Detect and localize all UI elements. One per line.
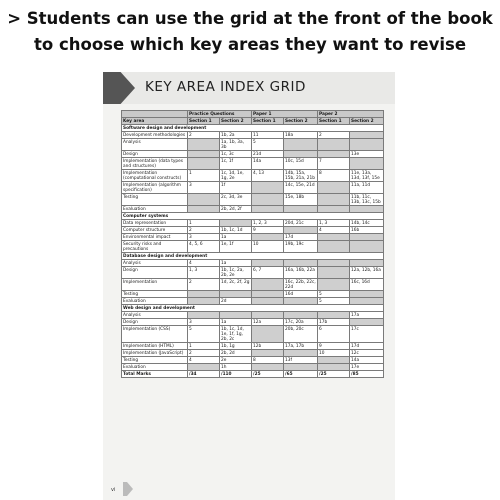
grid-cell: 1b, 1g	[220, 343, 252, 350]
grid-cell: 1	[188, 220, 220, 227]
grid-cell	[350, 158, 384, 170]
grid-cell: 1e, 1f	[220, 241, 252, 253]
caption-line-1: > Students can use the grid at the front of the book	[7, 9, 493, 28]
header-cell	[122, 111, 188, 118]
header-row	[122, 111, 384, 118]
grid-cell: 1c, 1f	[220, 158, 252, 170]
grid-cell	[252, 194, 284, 206]
grid-cell	[188, 139, 220, 151]
grid-cell: 2b, 2d	[220, 350, 252, 357]
grid-cell: 17d	[284, 234, 318, 241]
grid-cell: 3	[188, 319, 220, 326]
table-row	[122, 326, 384, 343]
key-area-label: Implementation (algorithm specification)	[122, 182, 188, 194]
grid-cell: 1d, 2c, 2f, 2g	[220, 279, 252, 291]
caption-line-2: to choose which key areas they want to revise	[33, 35, 467, 54]
grid-cell: 1f	[220, 182, 252, 194]
grid-cell: 12a	[252, 319, 284, 326]
grid-cell: 4	[188, 357, 220, 364]
page-number: vi	[111, 487, 116, 493]
grid-cell: 1a	[220, 260, 252, 267]
key-area-label: Analysis	[122, 139, 188, 151]
grid-cell: 12c	[350, 350, 384, 357]
key-area-label: Design	[122, 151, 188, 158]
grid-cell	[318, 206, 350, 213]
table-row	[122, 260, 384, 267]
grid-cell: 1h	[220, 364, 252, 371]
grid-cell: 14b, 14c	[350, 220, 384, 227]
grid-cell: 17b	[318, 319, 350, 326]
grid-cell	[284, 227, 318, 234]
table-row	[122, 350, 384, 357]
key-area-label: Evaluation	[122, 206, 188, 213]
table-row	[122, 158, 384, 170]
column-header: Section 1	[318, 118, 350, 125]
table-row	[122, 151, 384, 158]
grid-cell	[350, 319, 384, 326]
grid-cell: 5	[188, 326, 220, 343]
grid-cell: 16c, 22b, 22c, 22d	[285, 279, 316, 290]
key-area-label: Data representation	[122, 220, 188, 227]
grid-cell	[318, 139, 350, 151]
grid-cell: 1a	[220, 234, 252, 241]
column-header: Section 2	[350, 118, 384, 125]
column-header: Key area	[122, 118, 188, 125]
grid-cell: 2b, 2d, 2f	[220, 206, 252, 213]
grid-cell: 1, 3	[188, 267, 220, 279]
total-row	[122, 371, 384, 378]
grid-cell: 15e, 18b	[284, 194, 318, 206]
key-area-label: Implementation (HTML)	[122, 343, 188, 350]
grid-cell: 12b	[252, 343, 284, 350]
grid-cell: 1a, 1b, 3a, 3b	[220, 139, 252, 151]
key-area-label: Implementation (computational constructs)	[122, 170, 188, 182]
grid-cell: 2c, 3d, 3e	[220, 194, 252, 206]
grid-cell: 6, 7	[252, 267, 284, 279]
grid-cell: 17c	[350, 326, 384, 343]
grid-cell	[252, 260, 284, 267]
grid-cell: 3	[188, 234, 220, 241]
grid-cell	[252, 279, 284, 291]
grid-cell: 5	[252, 139, 284, 151]
grid-cell: 10	[318, 350, 350, 357]
grid-cell	[318, 364, 350, 371]
grid-cell: 13e	[350, 151, 384, 158]
table-row	[122, 220, 384, 227]
grid-cell: 11e, 13a, 13d, 13f, 15e	[350, 170, 384, 182]
table-row	[122, 227, 384, 234]
column-header: Section 1	[252, 118, 284, 125]
grid-cell: 1c, 3c	[220, 151, 252, 158]
grid-cell	[252, 364, 284, 371]
section-heading: Computer systems	[122, 213, 384, 220]
table-row	[122, 298, 384, 305]
grid-cell	[350, 234, 384, 241]
book-page	[103, 72, 395, 500]
key-area-label: Evaluation	[122, 364, 188, 371]
grid-cell: 6	[318, 326, 350, 343]
grid-cell: 14a	[252, 158, 284, 170]
grid-cell: 4, 5, 6	[188, 241, 220, 253]
grid-cell	[284, 364, 318, 371]
grid-cell	[350, 139, 384, 151]
section-heading: Software design and development	[122, 125, 384, 132]
grid-cell	[284, 206, 318, 213]
chevron-icon	[103, 72, 135, 104]
grid-cell	[188, 158, 220, 170]
column-header: Section 2	[284, 118, 318, 125]
grid-cell: 2	[188, 227, 220, 234]
section-row	[122, 305, 384, 312]
grid-cell: 1	[188, 343, 220, 350]
grid-cell	[318, 241, 350, 253]
grid-cell: 17c, 20a	[284, 319, 318, 326]
grid-cell: 20d, 21c	[284, 220, 318, 227]
title-banner	[103, 72, 395, 104]
grid-cell	[318, 260, 350, 267]
header-practice-questions: Practice Questions	[188, 111, 252, 118]
column-header: Section 1	[188, 118, 220, 125]
grid-cell	[350, 298, 384, 305]
grid-cell: 1b, 2a	[220, 132, 252, 139]
grid-cell: 17d	[350, 343, 384, 350]
grid-cell: 16b	[350, 227, 384, 234]
grid-cell	[252, 326, 284, 343]
grid-cell: 17a	[350, 312, 384, 319]
grid-cell	[350, 291, 384, 298]
grid-cell	[350, 241, 384, 253]
grid-cell: 2e	[220, 357, 252, 364]
grid-cell	[318, 182, 350, 194]
grid-cell	[252, 182, 284, 194]
grid-cell: 8	[318, 170, 350, 182]
grid-cell: 1	[188, 170, 220, 182]
key-area-label: Computer structure	[122, 227, 188, 234]
grid-cell	[188, 206, 220, 213]
section-heading: Database design and development	[122, 253, 384, 260]
total-cell: /110	[220, 371, 252, 378]
grid-cell: 1c, 1d, 1e, 1g, 2e	[220, 170, 252, 182]
key-area-label: Design	[122, 319, 188, 326]
grid-cell: 14b, 15a, 15b, 21a, 21b	[284, 170, 318, 182]
section-heading: Web design and development	[122, 305, 384, 312]
total-cell: /25	[318, 371, 350, 378]
grid-cell	[284, 298, 318, 305]
grid-cell: 9	[252, 227, 284, 234]
grid-cell	[284, 151, 318, 158]
grid-cell	[318, 151, 350, 158]
grid-cell: 2	[318, 132, 350, 139]
grid-cell: 2d	[220, 298, 252, 305]
grid-cell	[284, 312, 318, 319]
header-paper-2: Paper 2	[318, 111, 384, 118]
grid-cell: 2	[188, 132, 220, 139]
table-row	[122, 206, 384, 213]
grid-cell	[188, 291, 220, 298]
grid-cell: 1, 3	[318, 220, 350, 227]
key-area-label: Testing	[122, 194, 188, 206]
grid-cell: 16c, 16d	[350, 279, 384, 291]
table-row	[122, 291, 384, 298]
grid-cell	[188, 194, 220, 206]
grid-cell: 1b, 1c, 2a, 2b, 2e	[220, 267, 252, 279]
grid-cell	[220, 291, 252, 298]
grid-cell: 11a, 11d	[350, 182, 384, 194]
grid-cell: 2	[188, 279, 220, 291]
promo-caption	[0, 6, 500, 58]
grid-cell: 19b, 19c	[284, 241, 318, 253]
total-cell: /65	[284, 371, 318, 378]
table-row	[122, 139, 384, 151]
grid-cell: 10	[252, 241, 284, 253]
grid-cell: 2	[188, 350, 220, 357]
key-area-label: Design	[122, 267, 188, 279]
section-row	[122, 253, 384, 260]
grid-cell: 12a, 12b, 16a	[350, 267, 384, 279]
grid-cell: 11b, 11c, 13b, 13c, 15b	[350, 194, 384, 206]
page-title: KEY AREA INDEX GRID	[145, 79, 306, 95]
grid-cell	[252, 234, 284, 241]
table-row	[122, 170, 384, 182]
total-cell: /85	[350, 371, 384, 378]
grid-cell	[318, 357, 350, 364]
grid-cell: 10c, 15d	[284, 158, 318, 170]
grid-cell	[318, 279, 350, 291]
grid-cell	[188, 151, 220, 158]
grid-cell: 11	[252, 132, 284, 139]
grid-cell: 9	[318, 343, 350, 350]
grid-cell	[188, 298, 220, 305]
grid-cell: 20b, 20c	[284, 326, 318, 343]
grid-cell: 5	[318, 298, 350, 305]
key-area-label: Security risks and precautions	[122, 241, 188, 253]
grid-cell	[318, 312, 350, 319]
grid-cell: 5	[318, 291, 350, 298]
grid-cell	[318, 234, 350, 241]
section-row	[122, 213, 384, 220]
key-area-label: Analysis	[122, 260, 188, 267]
total-label: Total Marks	[122, 371, 188, 378]
grid-cell: 1b, 1c, 1d, 1e, 1f, 1g, 2b, 2c	[220, 326, 252, 343]
key-area-label: Analysis	[122, 312, 188, 319]
grid-cell: 1b, 1c, 1d	[220, 227, 252, 234]
table-row	[122, 312, 384, 319]
key-area-label: Development methodologies	[122, 132, 188, 139]
grid-cell: 4	[318, 227, 350, 234]
key-area-index-grid	[121, 110, 384, 378]
grid-cell	[318, 194, 350, 206]
key-area-label: Evaluation	[122, 298, 188, 305]
table-row	[122, 343, 384, 350]
grid-cell: 17e	[350, 364, 384, 371]
grid-cell: 4, 13	[252, 170, 284, 182]
key-area-label: Testing	[122, 357, 188, 364]
table-row	[122, 234, 384, 241]
grid-cell: 18a	[284, 132, 318, 139]
grid-cell: 3	[188, 182, 220, 194]
grid-cell	[350, 132, 384, 139]
grid-cell: 17a, 17b	[284, 343, 318, 350]
grid-cell: 21d	[252, 151, 284, 158]
grid-cell	[220, 220, 252, 227]
grid-cell	[252, 206, 284, 213]
table-row	[122, 194, 384, 206]
table-row	[122, 132, 384, 139]
grid-cell	[252, 350, 284, 357]
grid-cell: 16a, 16b, 22a	[284, 267, 318, 279]
table-row	[122, 319, 384, 326]
table-row	[122, 241, 384, 253]
total-cell: /25	[252, 371, 284, 378]
grid-cell: 14c, 15e, 21d	[284, 182, 318, 194]
table-row	[122, 357, 384, 364]
key-area-label: Implementation (data types and structures)	[122, 158, 188, 170]
key-area-label: Implementation	[122, 279, 188, 291]
grid-cell	[252, 312, 284, 319]
column-header: Section 2	[220, 118, 252, 125]
grid-cell	[252, 291, 284, 298]
grid-cell: 16d	[284, 291, 318, 298]
grid-cell: 8	[252, 357, 284, 364]
grid-cell	[220, 312, 252, 319]
table-row	[122, 182, 384, 194]
key-area-label: Implementation (JavaScript)	[122, 350, 188, 357]
key-area-label: Environmental impact	[122, 234, 188, 241]
grid-cell	[188, 364, 220, 371]
grid-cell: 13f	[284, 357, 318, 364]
section-row	[122, 125, 384, 132]
subheader-row	[122, 118, 384, 125]
key-area-label: Testing	[122, 291, 188, 298]
grid-cell: 1a	[220, 319, 252, 326]
grid-cell	[350, 260, 384, 267]
grid-cell: 1, 2, 3	[252, 220, 284, 227]
grid-cell: 7	[318, 158, 350, 170]
grid-cell	[284, 260, 318, 267]
key-area-label: Implementation (CSS)	[122, 326, 188, 343]
grid-cell: 4	[188, 260, 220, 267]
chevron-right-icon	[123, 482, 133, 496]
grid-cell	[252, 298, 284, 305]
grid-cell	[284, 350, 318, 357]
total-cell: /34	[188, 371, 220, 378]
grid-cell	[188, 312, 220, 319]
table-row	[122, 279, 384, 291]
table-row	[122, 364, 384, 371]
header-paper-1: Paper 1	[252, 111, 318, 118]
grid-cell	[318, 267, 350, 279]
grid-cell: 14a	[350, 357, 384, 364]
table-row	[122, 267, 384, 279]
grid-cell	[350, 206, 384, 213]
grid-cell	[284, 139, 318, 151]
